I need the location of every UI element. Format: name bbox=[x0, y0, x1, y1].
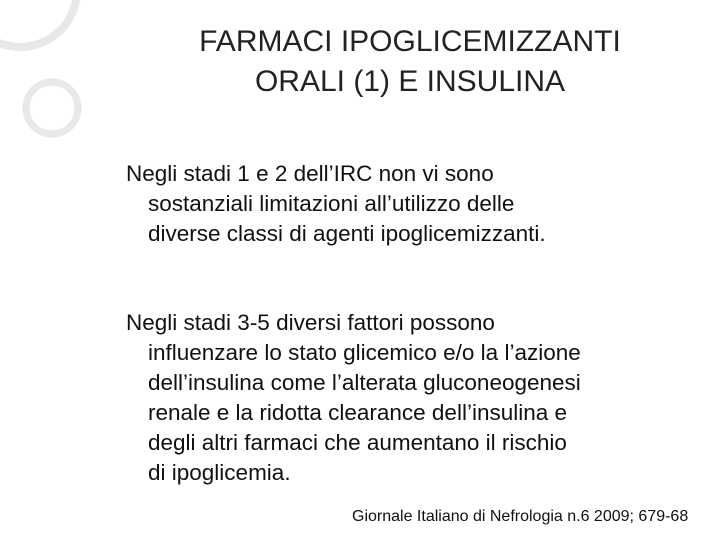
small-ring-shape bbox=[26, 82, 78, 134]
citation: Giornale Italiano di Nefrologia n.6 2009; 679-68 bbox=[352, 508, 689, 525]
paragraph-line: Negli stadi 3-5 diversi fattori possono bbox=[126, 310, 495, 335]
paragraph-line: renale e la ridotta clearance dell’insulina e bbox=[148, 400, 568, 425]
paragraph bbox=[126, 308, 716, 488]
paragraph-line: Negli stadi 1 e 2 dell’IRC non vi sono bbox=[126, 161, 494, 186]
slide-title bbox=[110, 22, 710, 102]
large-ring-shape bbox=[0, 0, 77, 47]
title-line: FARMACI IPOGLICEMIZZANTI bbox=[199, 25, 621, 58]
paragraph-line: diverse classi di agenti ipoglicemizzanti. bbox=[148, 221, 546, 246]
paragraph-line: di ipoglicemia. bbox=[148, 460, 291, 485]
paragraph-line: influenzare lo stato glicemico e/o la l’azione bbox=[148, 340, 581, 365]
paragraph-line: sostanziali limitazioni all’utilizzo delle bbox=[148, 191, 515, 216]
paragraph-line: dell’insulina come l’alterata gluconeogenesi bbox=[148, 370, 581, 395]
paragraph bbox=[126, 159, 716, 249]
title-line: ORALI (1) E INSULINA bbox=[254, 65, 566, 98]
paragraph-line: degli altri farmaci che aumentano il rischio bbox=[148, 430, 567, 455]
